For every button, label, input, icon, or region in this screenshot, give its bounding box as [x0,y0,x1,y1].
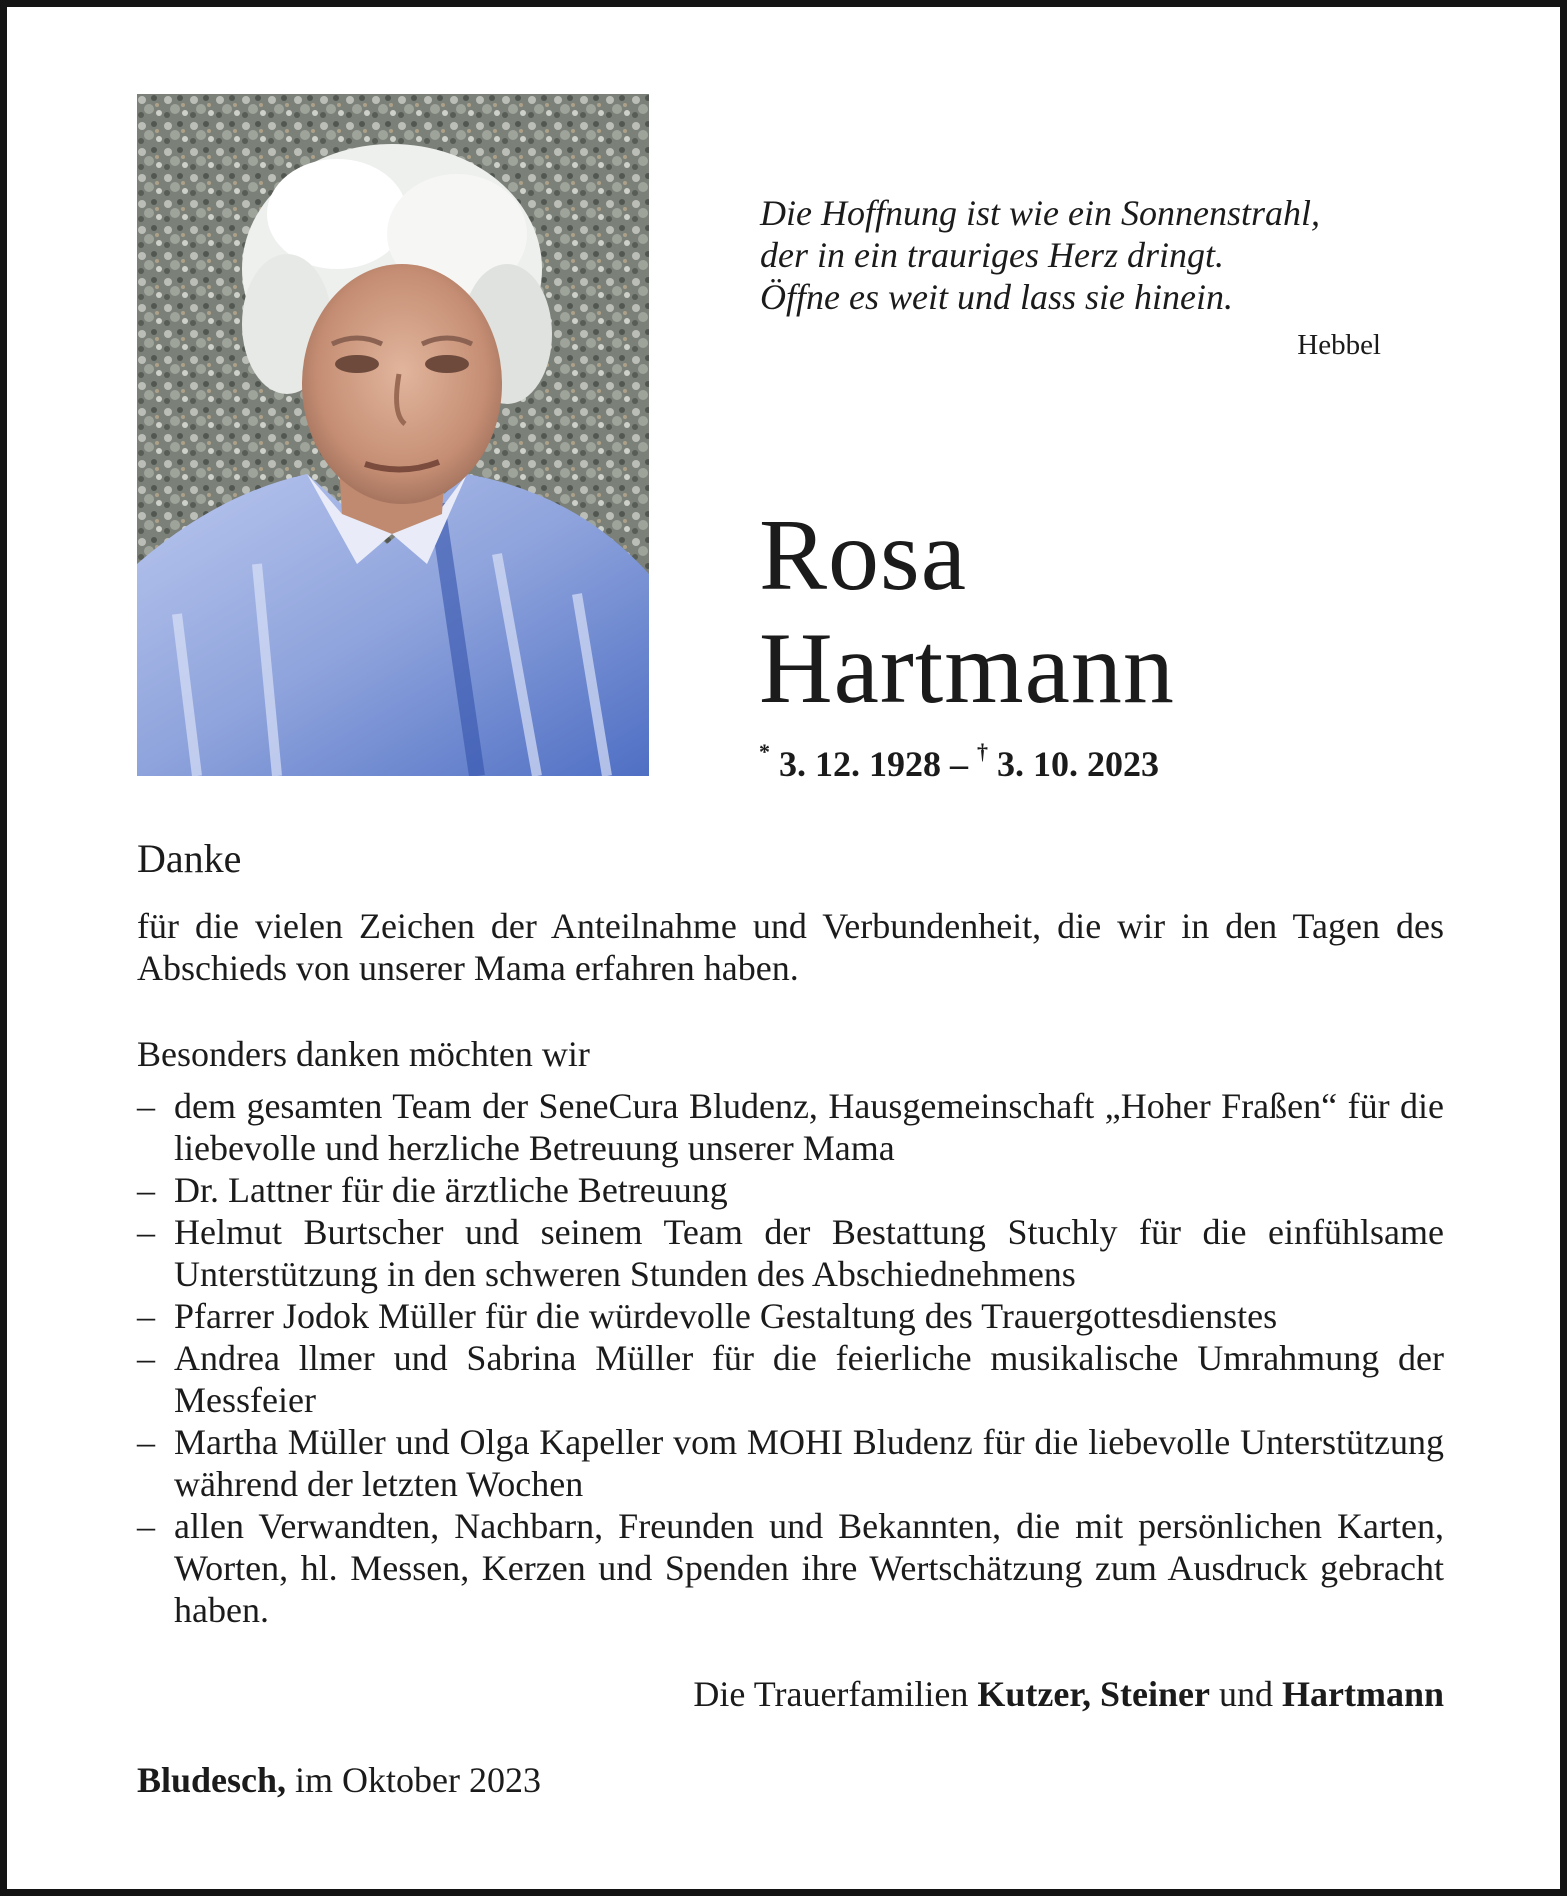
death-symbol: † [977,739,988,764]
list-item-text: dem gesamten Team der SeneCura Bludenz, Hausgemeinschaft „Hoher Fraßen“ für die liebevolle und herzliche Betreuung unserer Mama [174,1086,1444,1168]
dash: – [137,1170,155,1210]
list-item-text: Dr. Lattner für die ärztliche Betreuung [174,1170,728,1210]
last-name: Hartmann [759,612,1175,725]
list-item [137,1505,1444,1631]
family-name: Steiner [1100,1674,1210,1714]
place: Bludesch, [137,1760,287,1800]
dash: – [137,1338,155,1378]
list-item [137,1295,1444,1337]
portrait-image [137,94,649,776]
quote-line: Öffne es weit und lass sie hinein. [760,277,1233,317]
lead-line: Besonders danken möchten wir [137,1034,590,1074]
quote-line: Die Hoffnung ist wie ein Sonnenstrahl, [760,193,1320,233]
quote-author: Hebbel [1297,329,1381,361]
deceased-name [759,499,1175,725]
dash: – [137,1086,155,1126]
list-item-text: Martha Müller und Olga Kapeller vom MOHI Bludenz für die liebevolle Unterstützung während der letzten Wochen [174,1422,1444,1504]
dash: – [137,1212,155,1252]
list-item [137,1169,1444,1211]
dash: – [137,1296,155,1336]
list-item-text: Andrea llmer und Sabrina Müller für die feierliche musikalische Umrahmung der Messfeier [174,1338,1444,1420]
first-name: Rosa [759,499,967,612]
birth-symbol: * [759,739,770,764]
quote [760,192,1380,318]
signature-prefix: Die Trauerfamilien [693,1674,969,1714]
list-item [137,1421,1444,1505]
list-item-text: Pfarrer Jodok Müller für die würdevolle Gestaltung des Trauergottesdienstes [174,1296,1278,1336]
dash: – [137,1422,155,1462]
dash: – [137,1506,155,1546]
family-name: Kutzer, [977,1674,1092,1714]
list-item-text: allen Verwandten, Nachbarn, Freunden und Bekannten, die mit persönlichen Karten, Worten, hl. Messen, Kerzen und Spenden ihre Wertschätzung zum Ausdruck gebracht haben. [174,1506,1444,1630]
intro-paragraph: für die vielen Zeichen der Anteilnahme und Verbundenheit, die wir in den Tagen des Abschieds von unserer Mama erfahren haben. [137,906,1444,988]
date-separator: – [941,744,977,784]
family-name: Hartmann [1282,1674,1444,1714]
signature-connector: und [1219,1674,1273,1714]
list-item [137,1211,1444,1295]
signature [137,1673,1444,1715]
quote-line: der in ein trauriges Herz dringt. [760,235,1224,275]
date: im Oktober 2023 [295,1760,542,1800]
list-item [137,1337,1444,1421]
life-dates [759,739,1159,785]
list-item-text: Helmut Burtscher und seinem Team der Bestattung Stuchly für die einfühlsame Unterstützung in den schweren Stunden des Abschiednehmens [174,1212,1444,1294]
thanks-heading: Danke [137,836,242,881]
death-date: 3. 10. 2023 [997,744,1159,784]
list-item [137,1085,1444,1169]
place-date [137,1759,541,1801]
thanks-list [137,1085,1444,1631]
portrait-photo [137,94,649,776]
birth-date: 3. 12. 1928 [779,744,941,784]
